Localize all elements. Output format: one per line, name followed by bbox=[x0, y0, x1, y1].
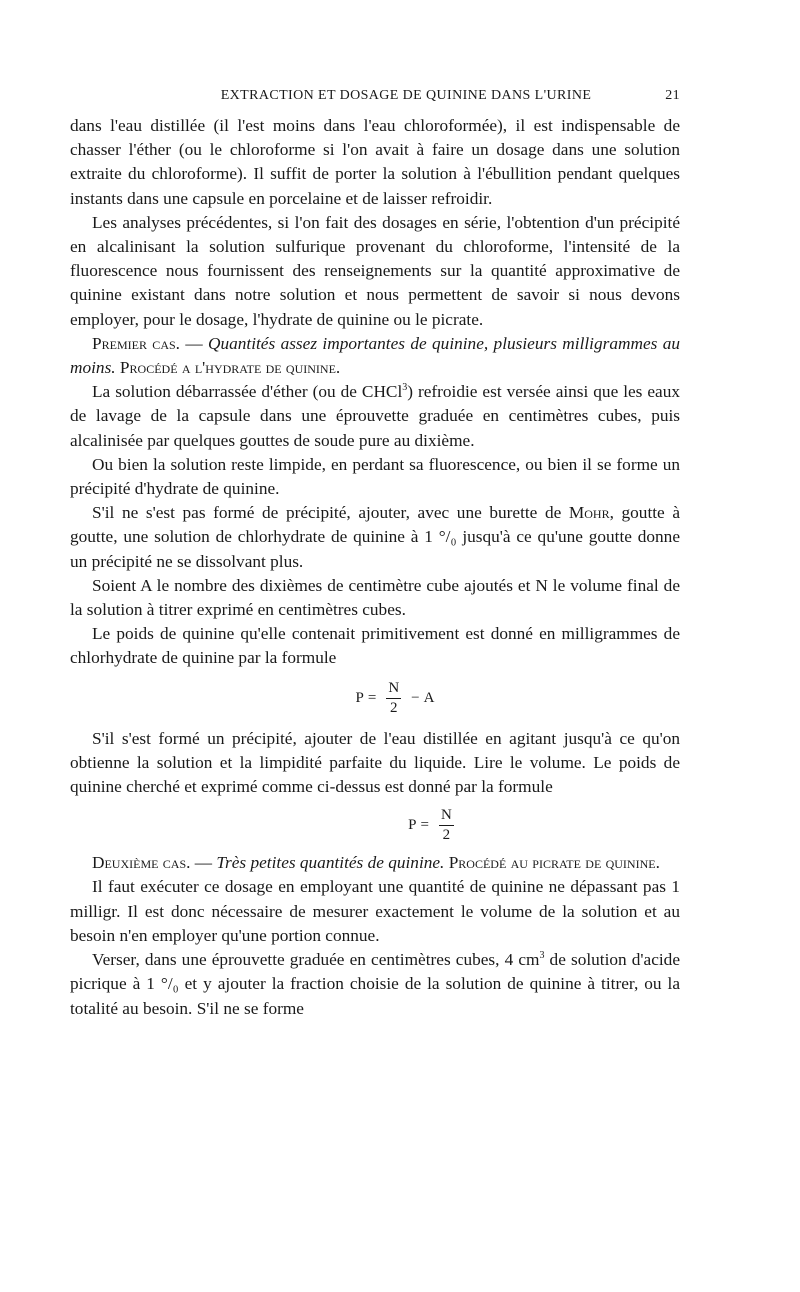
first-case-heading bbox=[70, 332, 680, 380]
paragraph-ou-bien: Ou bien la solution reste limpide, en perdant sa fluorescence, ou bien il se forme un précipité d'hydrate de quinine. bbox=[70, 454, 680, 499]
first-case-method: Procédé a l'hydrate de quinine. bbox=[115, 358, 341, 378]
formula-1-equals: = bbox=[367, 690, 377, 707]
formula-1-numerator: N bbox=[386, 681, 401, 699]
running-title: EXTRACTION ET DOSAGE DE QUININE DANS L'URINE bbox=[220, 88, 592, 103]
paragraph-verser bbox=[70, 948, 680, 1021]
paragraph-poids: Le poids de quinine qu'elle contenait primitivement est donné en milligrammes de chlorhydrate de quinine par la formule bbox=[70, 624, 680, 668]
formula-2-equals: = bbox=[420, 816, 429, 833]
mohr-name: Mohr bbox=[568, 503, 610, 523]
second-case-heading bbox=[70, 851, 680, 875]
second-case-italic: Très petites quantités de quinine. bbox=[216, 853, 445, 873]
formula-1-term: A bbox=[423, 690, 435, 707]
formula-1 bbox=[70, 671, 680, 727]
paragraph-soient: Soient A le nombre des dixièmes de centimètre cube ajoutés et N le volume final de la solution à titrer exprimé en centimètres cubes. bbox=[70, 575, 680, 620]
formula-2-fraction bbox=[439, 808, 454, 843]
formula-2-numerator: N bbox=[439, 808, 454, 826]
paragraph-solution-a: La solution débarrassée d'éther (ou de CHCl bbox=[92, 382, 403, 402]
paragraph-burette bbox=[70, 501, 680, 574]
paragraph-solution bbox=[70, 380, 680, 453]
paragraph-burette-a: S'il ne s'est pas formé de précipité, ajouter, avec une burette de bbox=[92, 503, 569, 523]
paragraph-verser-b: de solution d'acide picrique à 1 °/₀ et y ajouter la fraction choisie de la solution de quinine à titrer, ou la totalité au besoin. S'il ne se forme bbox=[70, 950, 680, 1018]
first-case-italic: Quantités assez importantes de quinine, plusieurs milligrammes au moins. bbox=[70, 333, 680, 378]
paragraph-burette-b: , goutte à goutte, une solution de chlorhydrate de quinine à 1 °/₀ jusqu'à ce qu'une goutte donne un précipité ne se dissolvant plus. bbox=[70, 503, 680, 571]
formula-1-denominator: 2 bbox=[390, 700, 398, 717]
paragraph-dosage: Il faut exécuter ce dosage en employant une quantité de quinine ne dépassant pas 1 milligr. Il est donc nécessaire de mesurer exactement le volume de la solution et au besoin n'en employer qu'une portion connue. bbox=[70, 877, 680, 945]
paragraph-continuation: dans l'eau distillée (il l'est moins dans l'eau chloroformée), il est indispensable de chasser l'éther (ou le chloroforme si l'on avait à faire un dosage dans une solution extraite du chloroforme). Il suffit de porter la solution à l'ébullition pendant quelques instants dans une capsule en porcelaine et de laisser refroidir. bbox=[70, 116, 680, 208]
first-case-dash: — bbox=[179, 333, 208, 353]
formula-2-denominator: 2 bbox=[442, 826, 451, 843]
formula-2-lhs: P bbox=[408, 816, 417, 833]
paragraph-precipite: S'il s'est formé un précipité, ajouter de l'eau distillée en agitant jusqu'à ce qu'on obtienne la solution et la limpidité parfaite du liquide. Lire le volume. Le poids de quinine cherché et exprimé comme ci-dessus est donné par la formule bbox=[70, 728, 680, 797]
page-header bbox=[70, 88, 680, 104]
cm3-superscript: 3 bbox=[539, 950, 545, 962]
paragraph-solution-b: ) refroidie est versée ainsi que les eaux de lavage de la capsule dans une éprouvette graduée en centimètres cubes, puis alcalinisée par quelques gouttes de soude pure au dixième. bbox=[70, 382, 680, 450]
formula-2 bbox=[70, 799, 680, 851]
second-case-method: Procédé au picrate de quinine. bbox=[444, 853, 660, 873]
body-text bbox=[70, 114, 680, 1021]
second-case-label: Deuxième cas. bbox=[92, 853, 191, 873]
formula-1-fraction bbox=[386, 681, 401, 716]
paragraph-verser-a: Verser, dans une éprouvette graduée en centimètres cubes, 4 cm bbox=[92, 950, 540, 970]
paragraph-analyses: Les analyses précédentes, si l'on fait des dosages en série, l'obtention d'un précipité en alcalinisant la solution sulfurique provenant du chloroforme, l'intensité de la fluorescence nous fournissent des renseignements sur la quantité approximative de quinine existant dans notre solution et nous permettent de savoir si nous devons employer, pour le dosage, l'hydrate de quinine ou le picrate. bbox=[70, 212, 680, 329]
page-number: 21 bbox=[665, 88, 680, 103]
second-case-dash: — bbox=[190, 853, 217, 873]
chcl3-superscript: 3 bbox=[402, 382, 408, 394]
first-case-label: Premier cas. bbox=[92, 333, 180, 353]
formula-1-minus: − bbox=[411, 690, 420, 707]
formula-1-lhs: P bbox=[355, 690, 364, 707]
